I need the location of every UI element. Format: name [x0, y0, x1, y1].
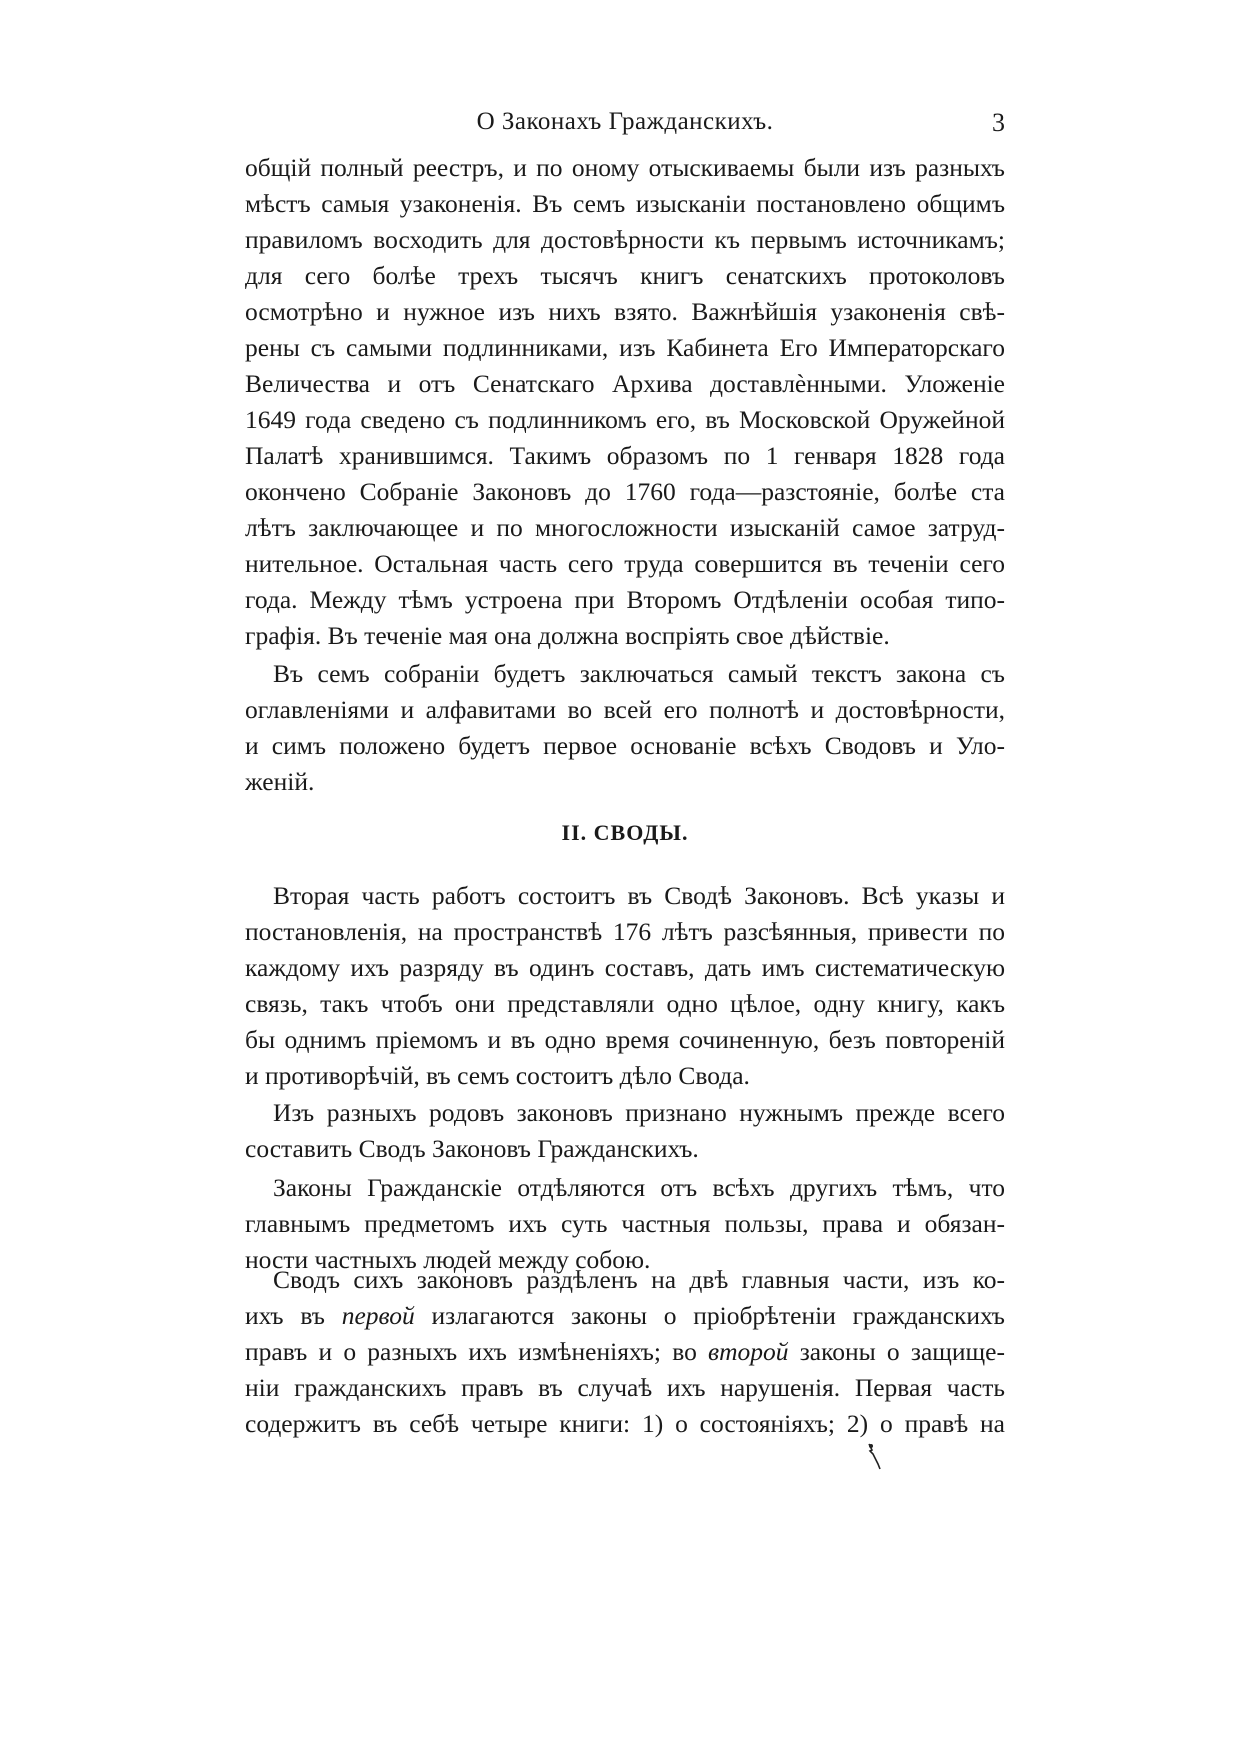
text-line: связь, такъ чтобъ они представляли одно цѣлое, одну книгу, какъ — [245, 989, 1005, 1018]
text-line: главнымъ предметомъ ихъ суть частныя пользы, права и обязан- — [245, 1209, 1005, 1238]
paragraph-4 — [245, 1095, 1005, 1167]
text-line: Сводъ сихъ законовъ раздѣленъ на двѣ главныя части, изъ ко- — [273, 1265, 1005, 1294]
italic-word: второй — [708, 1337, 789, 1366]
text-line: окончено Собраніе Законовъ до 1760 года—разстояніе, болѣе ста — [245, 477, 1005, 506]
text-line: оглавленіями и алфавитами во всей его полнотѣ и достовѣрности, — [245, 695, 1005, 724]
text-line: каждому ихъ разряду въ одинъ составъ, дать имъ систематическую — [245, 953, 1005, 982]
text-line: графія. Въ теченіе мая она должна воспріять свое дѣйствіе. — [245, 621, 890, 650]
text-line: Палатѣ хранившимся. Такимъ образомъ по 1 генваря 1828 года — [245, 441, 1005, 470]
text-fragment: излагаются законы о пріобрѣтеніи гражданскихъ — [414, 1301, 1005, 1330]
text-line — [245, 1298, 1005, 1334]
ink-blot-mark — [866, 1442, 882, 1470]
text-fragment: ихъ въ — [245, 1301, 342, 1330]
text-line: Вторая часть работъ состоитъ въ Сводѣ Законовъ. Всѣ указы и — [273, 881, 1005, 910]
text-line: Законы Гражданскіе отдѣляются отъ всѣхъ другихъ тѣмъ, что — [273, 1173, 1005, 1202]
text-line: для сего болѣе трехъ тысячъ книгъ сенатскихъ протоколовъ — [245, 261, 1005, 290]
text-line: общій полный реестръ, и по оному отыскиваемы были изъ разныхъ — [245, 153, 1005, 182]
text-line: составить Сводъ Законовъ Гражданскихъ. — [245, 1134, 699, 1163]
text-line: мѣстъ самыя узаконенія. Въ семъ изысканіи постановлено общимъ — [245, 189, 1005, 218]
text-line: ніи гражданскихъ правъ въ случаѣ ихъ нарушенія. Первая часть — [245, 1373, 1005, 1402]
text-line: рены съ самыми подлинниками, изъ Кабинета Его Императорскаго — [245, 333, 1005, 362]
text-line: Изъ разныхъ родовъ законовъ признано нужнымъ прежде всего — [273, 1098, 1005, 1127]
text-line: лѣтъ заключающее и по многосложности изысканій самое затруд- — [245, 513, 1005, 542]
text-line: бы однимъ пріемомъ и въ одно время сочиненную, безъ повтореній — [245, 1025, 1005, 1054]
section-heading: II. СВОДЫ. — [561, 820, 689, 845]
text-line: года. Между тѣмъ устроена при Второмъ Отдѣленіи особая типо- — [245, 585, 1005, 614]
text-line: 1649 года сведено съ подлинникомъ его, въ Московской Оружейной — [245, 405, 1005, 434]
text-line: и противорѣчій, въ семъ состоитъ дѣло Свода. — [245, 1061, 750, 1090]
text-line: женій. — [245, 767, 315, 796]
text-line — [245, 1334, 1005, 1370]
text-line: содержитъ въ себѣ четыре книги: 1) о состояніяхъ; 2) о правѣ на — [245, 1409, 1005, 1438]
text-line: ности частныхъ людей между собою. — [245, 1245, 651, 1274]
running-head — [245, 108, 1005, 148]
paragraph-2 — [245, 656, 1005, 800]
text-line: и симъ положено будетъ первое основаніе всѣхъ Сводовъ и Уло- — [245, 731, 1005, 760]
text-line: правиломъ восходить для достовѣрности къ первымъ источникамъ; — [245, 225, 1005, 254]
text-fragment: законы о защище- — [788, 1337, 1005, 1366]
text-line: нительное. Остальная часть сего труда совершится въ теченіи сего — [245, 549, 1005, 578]
page-number: 3 — [992, 108, 1005, 137]
paragraph-6 — [245, 1262, 1005, 1442]
paragraph-3 — [245, 878, 1005, 1094]
text-line: Величества и отъ Сенатскаго Архива доставлѐнными. Уложеніе — [245, 369, 1005, 398]
italic-word: первой — [341, 1301, 415, 1330]
text-line: осмотрѣно и нужное изъ нихъ взято. Важнѣйшія узаконенія свѣ- — [245, 297, 1005, 326]
text-fragment: правъ и о разныхъ ихъ измѣненіяхъ; во — [245, 1337, 709, 1366]
running-title: О Законахъ Гражданскихъ. — [476, 108, 774, 135]
text-line: Въ семъ собраніи будетъ заключаться самый текстъ закона съ — [273, 659, 1005, 688]
paragraph-1 — [245, 150, 1005, 654]
text-line: постановленія, на пространствѣ 176 лѣтъ разсѣянныя, привести по — [245, 917, 1005, 946]
